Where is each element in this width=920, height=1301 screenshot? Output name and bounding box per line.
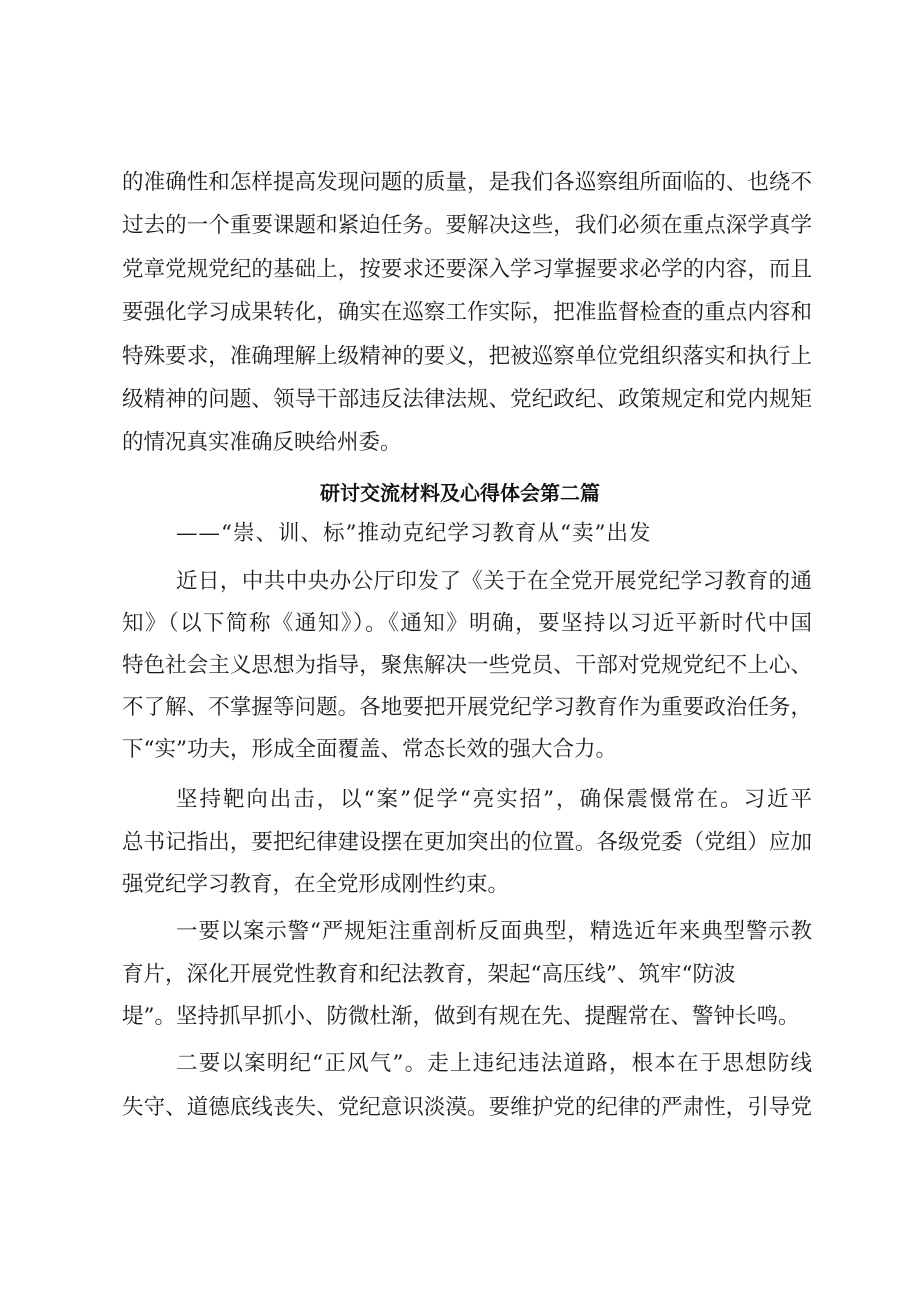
- text-line: 知》（以下简称《通知》）。《通知》明确，要坚持以习近平新时代中国: [122, 611, 812, 636]
- text-line: 总书记指出，要把纪律建设摆在更加突出的位置。各级党委（党组）应加: [122, 830, 812, 855]
- text-line: 的情况真实准确反映给州委。: [122, 430, 402, 455]
- text-line: 失守、道德底线丧失、党纪意识淡漠。要维护党的纪律的严肃性，引导党: [122, 1095, 812, 1120]
- text-line: 级精神的问题、领导干部违反法律法规、党纪政纪、政策规定和党内规矩: [122, 387, 812, 412]
- text-line: 不了解、不掌握等问题。各地要把开展党纪学习教育作为重要政治任务，: [122, 695, 812, 720]
- text-line: 的准确性和怎样提高发现问题的质量，是我们各巡察组所面临的、也绕不: [122, 170, 812, 195]
- article-subtitle: ——“崇、训、标”推动克纪学习教育从“卖”出发: [176, 521, 652, 546]
- text-line: 过去的一个重要课题和紧迫任务。要解决这些，我们必须在重点深学真学: [122, 213, 812, 238]
- text-line: 要强化学习成果转化，确实在巡察工作实际，把准监督检查的重点内容和: [122, 300, 812, 325]
- text-line: 坚持靶向出击，以“案”促学“亮实招”，确保震慑常在。习近平: [176, 787, 812, 812]
- text-line: 近日，中共中央办公厅印发了《关于在全党开展党纪学习教育的通: [176, 569, 812, 594]
- text-line: 强党纪学习教育，在全党形成刚性约束。: [122, 872, 510, 897]
- text-line: 党章党规党纪的基础上，按要求还要深入学习掌握要求必学的内容，而且: [122, 257, 812, 282]
- article-title: 研讨交流材料及心得体会第二篇: [320, 481, 600, 505]
- text-line: 特殊要求，准确理解上级精神的要义，把被巡察单位党组织落实和执行上: [122, 344, 812, 369]
- text-line: 一要以案示警“严规矩注重剖析反面典型，精选近年来典型警示教: [176, 919, 812, 944]
- text-line: 二要以案明纪“正风气”。走上违纪违法道路，根本在于思想防线: [176, 1051, 812, 1076]
- text-line: 下“实”功夫，形成全面覆盖、常态长效的强大合力。: [122, 737, 617, 762]
- text-line: 育片，深化开展党性教育和纪法教育，架起“高压线”、筑牢“防波: [122, 962, 736, 987]
- text-line: 特色社会主义思想为指导，聚焦解决一些党员、干部对党规党纪不上心、: [122, 653, 812, 678]
- text-line: 堤”。坚持抓早抓小、防微杜渐，做到有规在先、提醒常在、警钟长鸣。: [122, 1004, 800, 1029]
